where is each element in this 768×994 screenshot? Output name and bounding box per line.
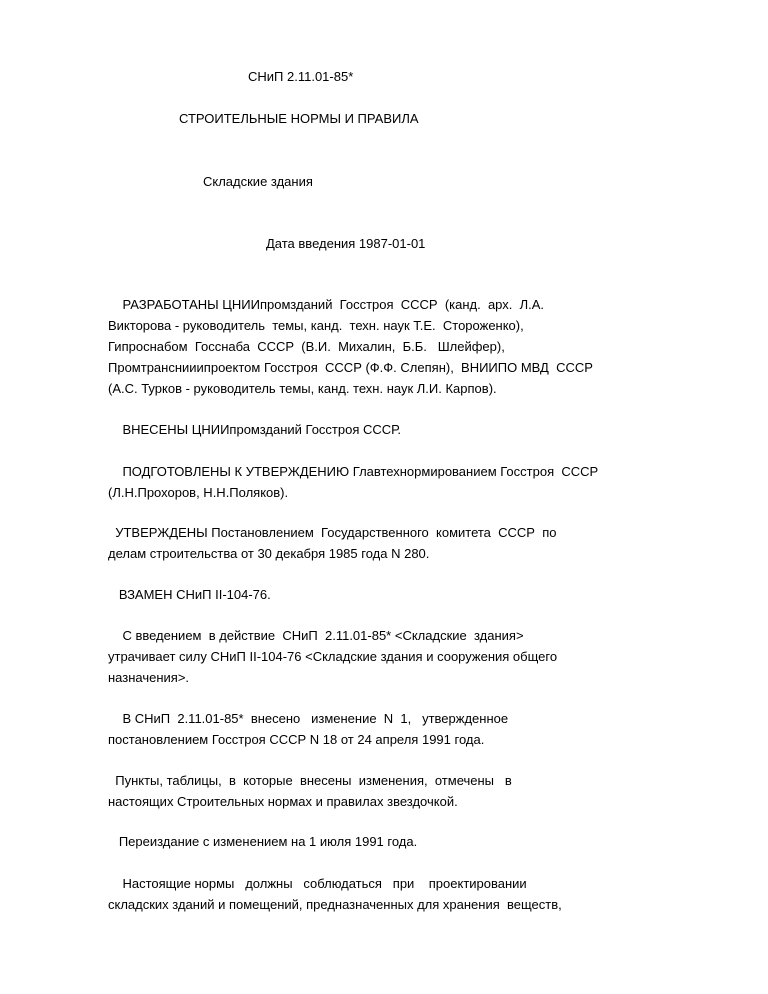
marked-line-1: Пункты, таблицы, в которые внесены изменения, отмечены в	[108, 773, 512, 788]
document-type: СТРОИТЕЛЬНЫЕ НОРМЫ И ПРАВИЛА	[179, 111, 419, 126]
developed-line-2: Викторова - руководитель темы, канд. техн. наук Т.Е. Стороженко),	[108, 318, 524, 333]
document-title: Складские здания	[203, 174, 313, 189]
marked-line-2: настоящих Строительных нормах и правилах звездочкой.	[108, 794, 458, 809]
developed-line-5: (А.С. Турков - руководитель темы, канд. техн. наук Л.И. Карпов).	[108, 381, 497, 396]
prepared-line-1: ПОДГОТОВЛЕНЫ К УТВЕРЖДЕНИЮ Главтехнормированием Госстроя СССР	[108, 464, 599, 479]
developed-line-4: Промтранснииипроектом Госстроя СССР (Ф.Ф. Слепян), ВНИИПО МВД СССР	[108, 360, 593, 375]
introduction-line-3: назначения>.	[108, 670, 190, 685]
approved-line-2: делам строительства от 30 декабря 1985 года N 280.	[108, 546, 430, 561]
introduction-line-1: С введением в действие СНиП 2.11.01-85* <Складские здания>	[108, 628, 524, 643]
introduction-date: Дата введения 1987-01-01	[266, 236, 426, 251]
prepared-line-2: (Л.Н.Прохоров, Н.Н.Поляков).	[108, 485, 289, 500]
developed-line-1: РАЗРАБОТАНЫ ЦНИИпромзданий Госстроя СССР (канд. арх. Л.А.	[108, 297, 545, 312]
reissue-paragraph: Переиздание с изменением на 1 июля 1991 года.	[108, 834, 418, 849]
amendment-line-2: постановлением Госстроя СССР N 18 от 24 апреля 1991 года.	[108, 732, 485, 747]
submitted-paragraph: ВНЕСЕНЫ ЦНИИпромзданий Госстроя СССР.	[108, 422, 401, 437]
document-code: СНиП 2.11.01-85*	[248, 69, 354, 84]
replaces-paragraph: ВЗАМЕН СНиП II-104-76.	[108, 587, 271, 602]
scope-line-2: складских зданий и помещений, предназначенных для хранения веществ,	[108, 897, 562, 912]
introduction-line-2: утрачивает силу СНиП II-104-76 <Складские здания и сооружения общего	[108, 649, 558, 664]
developed-line-3: Гипроснабом Госснаба СССР (В.И. Михалин, Б.Б. Шлейфер),	[108, 339, 505, 354]
scope-line-1: Настоящие нормы должны соблюдаться при проектировании	[108, 876, 527, 891]
approved-line-1: УТВЕРЖДЕНЫ Постановлением Государственного комитета СССР по	[108, 525, 557, 540]
amendment-line-1: В СНиП 2.11.01-85* внесено изменение N 1, утвержденное	[108, 711, 509, 726]
